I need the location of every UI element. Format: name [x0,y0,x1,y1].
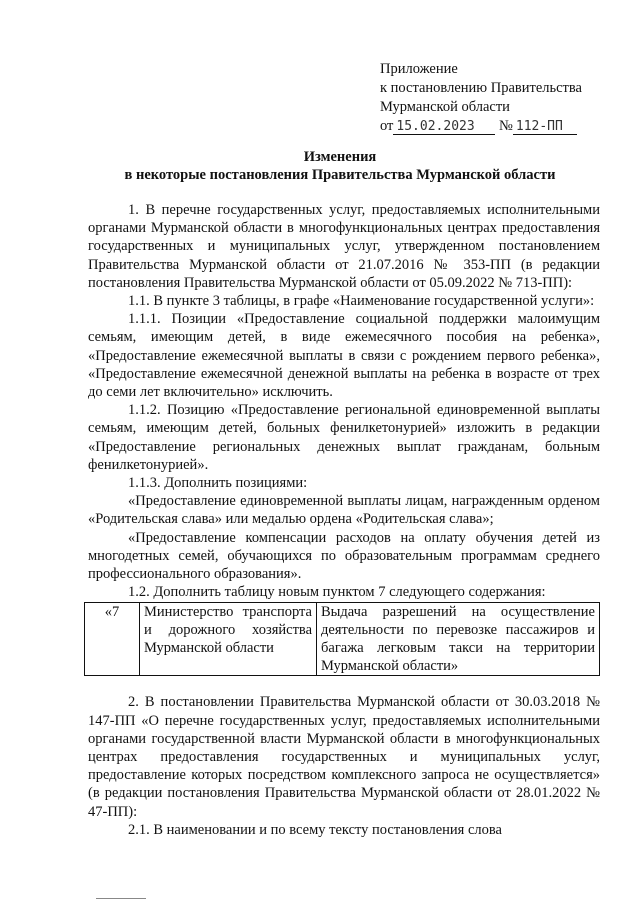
table-cell-service: Выдача разрешений на осуществление деятельности по перевозке пассажиров и багажа легковым такси на территории Мурманской области» [317,603,600,676]
appendix-title: Приложение [380,61,458,77]
paragraph-2-1: 2.1. В наименовании и по всему тексту постановления слова [128,821,502,838]
insertion-table [84,602,600,676]
table-cell-ministry: Министерство транспорта и дорожного хозяйства Мурманской области [140,603,317,676]
table-row [85,603,600,676]
paragraph-addition-2: «Предоставление компенсации расходов на оплату обучения детей из многодетных семей, обучающихся по образовательным программам среднего профессионального образования». [88,529,600,583]
footnote-divider [96,898,146,899]
handwritten-date: 15.02.2023 [393,119,495,135]
spacer [88,676,600,693]
number-label: № [499,118,513,134]
paragraph-addition-1: «Предоставление единовременной выплаты лицам, награжденным орденом «Родительская слава» или медалью ордена «Родительская слава»; [88,493,600,528]
paragraph-1-2: 1.2. Дополнить таблицу новым пунктом 7 следующего содержания: [128,584,546,601]
paragraph-1-1-3: 1.1.3. Дополнить позициями: [128,475,308,492]
document-body [88,201,600,839]
paragraph-1: 1. В перечне государственных услуг, предоставляемых исполнительными органами Мурманской области в многофункциональных центрах предоставления государственных и муниципальных услуг, утвержденном постановлением Правительства Мурманской области от 21.07.2016 № 353-ПП (в редакции постановления Правительства Мурманской области от 05.09.2022 № 713-ПП): [88,202,600,291]
doc-subtitle: в некоторые постановления Правительства Мурманской области [124,167,556,183]
appendix-ref-line: к постановлению Правительства [380,80,582,96]
paragraph-1-1-2: 1.1.2. Позицию «Предоставление региональной единовременной выплаты семьям, имеющим детей, больных фенилкетонурией» изложить в редакции «Предоставление региональных денежных выплат гражданам, больным фенилкетонурией». [88,402,600,473]
appendix-region-line: Мурманской области [380,99,510,115]
paragraph-2: 2. В постановлении Правительства Мурманской области от 30.03.2018 № 147-ПП «О перечне государственных услуг, предоставляемых исполнительными органами государственной власти Мурманской области в многофункциональных центрах предоставления государственных и муниципальных услуг, предоставление которых посредством комплексного запроса не осуществляется» (в редакции постановления Правительства Мурманской области от 28.01.2022 № 47-ПП): [88,694,600,820]
table-cell-number: «7 [85,603,140,676]
paragraph-1-1-1: 1.1.1. Позиции «Предоставление социальной поддержки малоимущим семьям, имеющим детей, в виде ежемесячного пособия на ребенка», «Предоставление ежемесячной выплаты в связи с рождением первого ребенка», «Предоставление ежемесячной денежной выплаты на ребенка в возрасте от трех до семи лет включительно» исключить. [88,311,600,401]
doc-title: Изменения [303,149,377,165]
appendix-date-line [380,117,620,136]
paragraph-1-1: 1.1. В пункте 3 таблицы, в графе «Наименование государственной услуги»: [128,293,595,310]
appendix-header [380,60,620,136]
from-label: от [380,118,394,134]
handwritten-number: 112-ПП [513,119,577,135]
